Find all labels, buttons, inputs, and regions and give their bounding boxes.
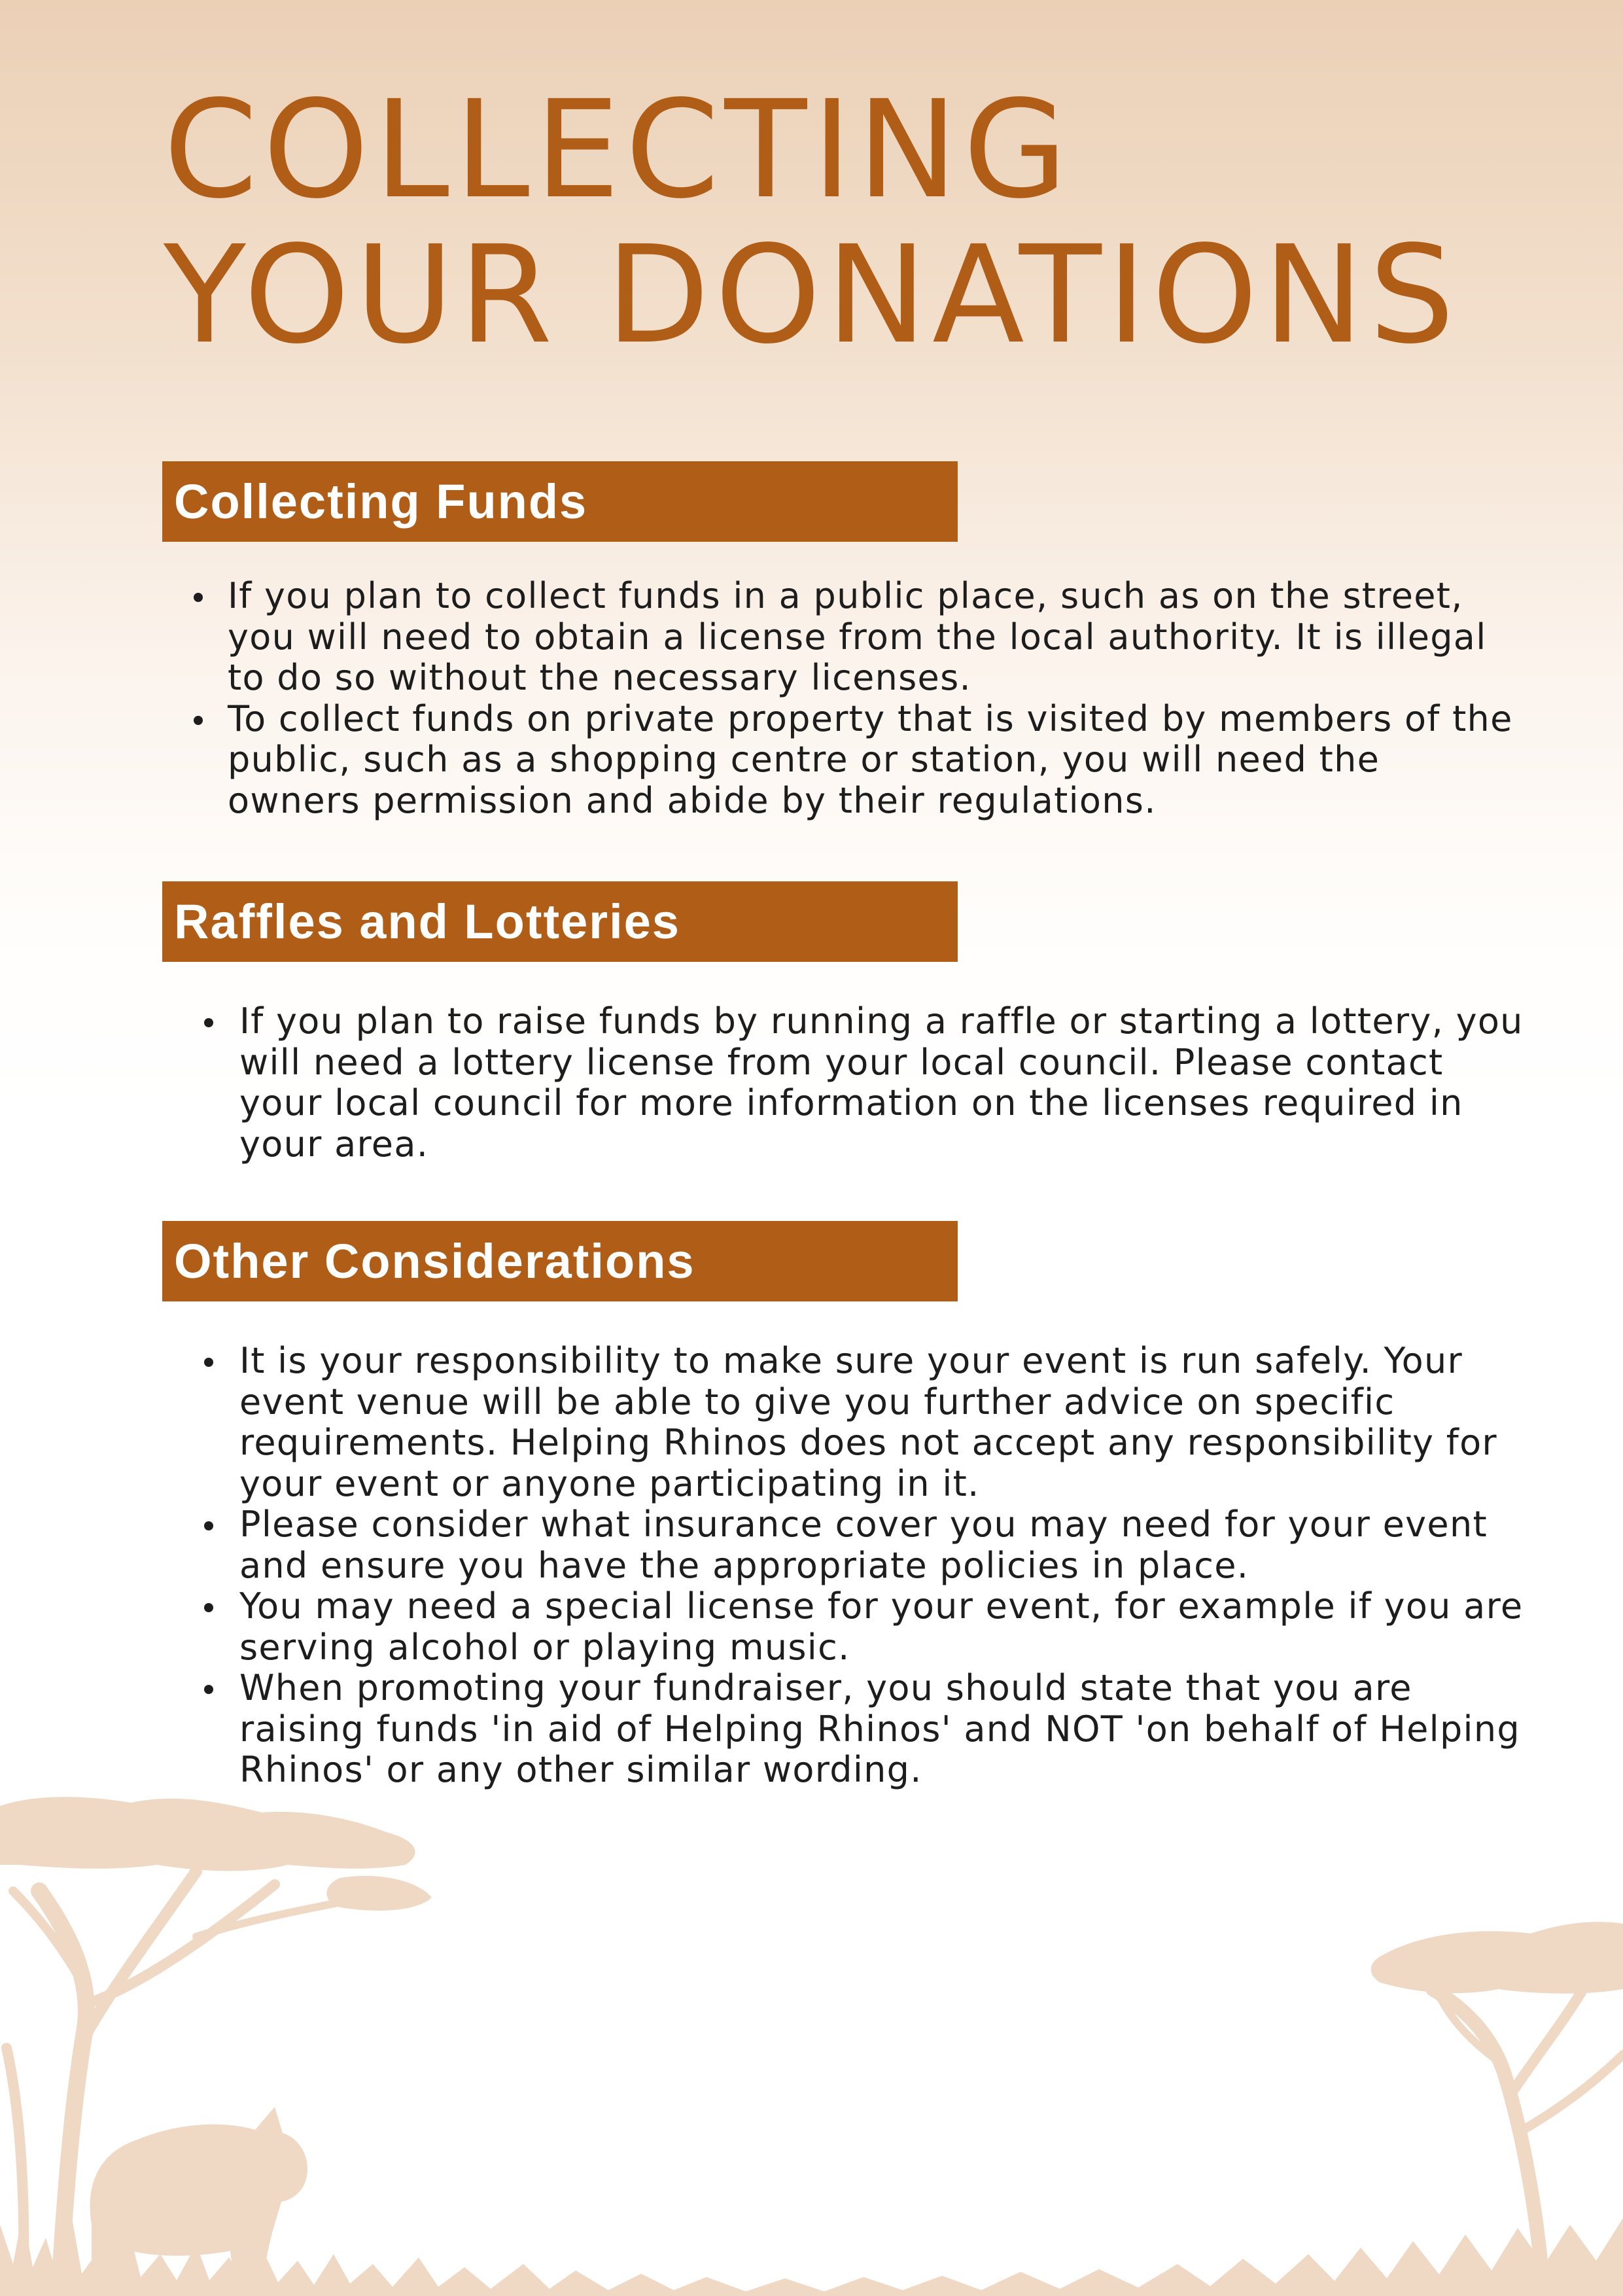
- page-title: [164, 71, 1460, 374]
- bullet-text-line: It is your responsibility to make sure your event is run safely. Your: [239, 1340, 1463, 1381]
- section-header-other-considerations: [162, 1221, 958, 1301]
- bullet-item: [162, 1341, 1523, 1504]
- bullet-text-line: Rhinos' or any other similar wording.: [239, 1749, 922, 1790]
- section-heading: Collecting Funds: [174, 474, 588, 529]
- section-header-collecting-funds: [162, 461, 958, 542]
- section-heading: Raffles and Lotteries: [174, 894, 680, 949]
- bullet-text-line: If you plan to collect funds in a public place, such as on the street,: [228, 575, 1463, 616]
- bullet-text-line: your event or anyone participating in it.: [239, 1462, 980, 1504]
- bullet-list-other-considerations: [162, 1341, 1523, 1791]
- bullet-text-line: event venue will be able to give you further advice on specific: [239, 1381, 1395, 1422]
- bullet-text-line: your local council for more information on the licenses required in: [239, 1082, 1463, 1123]
- bullet-text-line: you will need to obtain a license from the local authority. It is illegal: [228, 616, 1487, 658]
- bullet-text-line: When promoting your fundraiser, you should state that you are: [239, 1667, 1412, 1708]
- section-heading: Other Considerations: [174, 1234, 695, 1288]
- bullet-item: [162, 699, 1513, 822]
- bullet-text-line: raising funds 'in aid of Helping Rhinos' and NOT 'on behalf of Helping: [239, 1708, 1520, 1750]
- page-title-line-2: YOUR DONATIONS: [164, 217, 1460, 374]
- bullet-text-line: To collect funds on private property that is visited by members of the: [228, 698, 1513, 739]
- bullet-text-line: will need a lottery license from your local council. Please contact: [239, 1041, 1444, 1083]
- savanna-scenery: [0, 1767, 1623, 2296]
- bullet-text-line: serving alcohol or playing music.: [239, 1626, 850, 1668]
- bullet-item: [162, 1001, 1524, 1165]
- acacia-tree-right-icon: [1371, 1922, 1623, 2296]
- bullet-text-line: to do so without the necessary licenses.: [228, 657, 971, 698]
- bullet-item: [162, 1504, 1523, 1586]
- bullet-item: [162, 1586, 1523, 1668]
- bullet-text-line: owners permission and abide by their regulations.: [228, 779, 1157, 821]
- bullet-text-line: requirements. Helping Rhinos does not accept any responsibility for: [239, 1422, 1497, 1463]
- bullet-text-line: public, such as a shopping centre or station, you will need the: [228, 739, 1380, 780]
- bullet-list-raffles-and-lotteries: [162, 1001, 1524, 1165]
- section-header-raffles-and-lotteries: [162, 881, 958, 962]
- bullet-list-collecting-funds: [162, 576, 1513, 821]
- bullet-item: [162, 576, 1513, 699]
- bullet-text-line: You may need a special license for your event, for example if you are: [239, 1585, 1524, 1627]
- bullet-text-line: and ensure you have the appropriate policies in place.: [239, 1544, 1249, 1586]
- bullet-text-line: your area.: [239, 1123, 429, 1165]
- page-title-line-1: COLLECTING: [164, 71, 1073, 228]
- bullet-text-line: Please consider what insurance cover you may need for your event: [239, 1504, 1488, 1545]
- bullet-text-line: If you plan to raise funds by running a raffle or starting a lottery, you: [239, 1000, 1524, 1042]
